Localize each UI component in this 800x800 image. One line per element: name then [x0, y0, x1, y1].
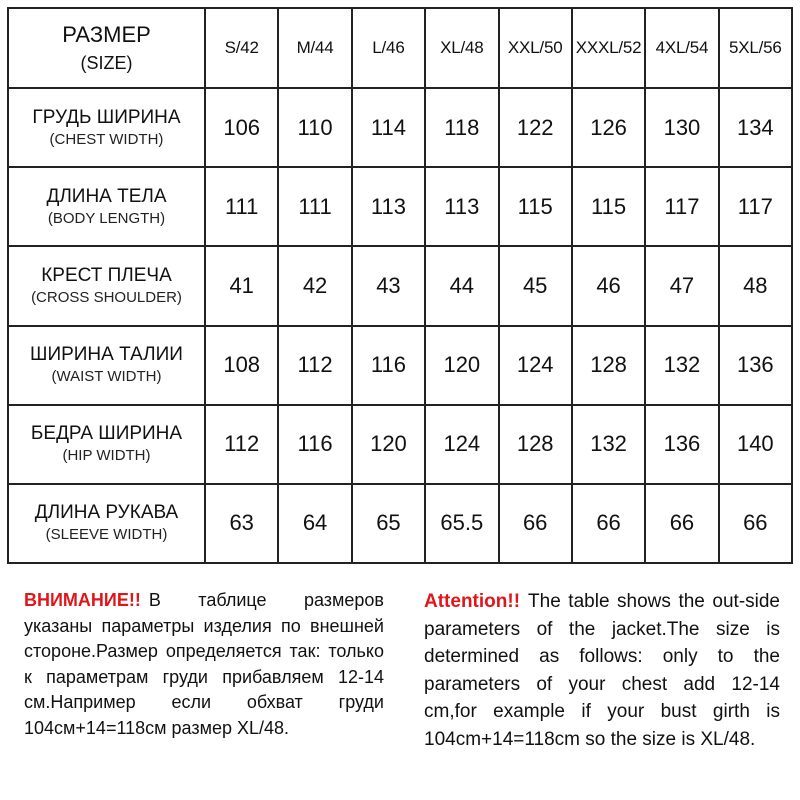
measurement-value: 44 [425, 246, 498, 325]
measurement-value: 66 [572, 484, 645, 563]
size-header: 4XL/54 [645, 8, 718, 88]
note-english [424, 588, 780, 753]
parameter-cell [8, 405, 205, 484]
measurement-row [8, 167, 792, 246]
note-russian-text: В таблице размеров указаны параметры изделия по внешней стороне.Размер определяется так: только к параметрам груди прибавляем 12-14 см.Например если обхват груди 104см+14=118см размер XL/48. [24, 590, 384, 738]
measurement-row [8, 326, 792, 405]
size-label-ru: РАЗМЕР [62, 22, 151, 48]
note-english-title: Attention!! [424, 591, 521, 612]
measurement-value: 114 [352, 88, 425, 167]
size-header: XXXL/52 [572, 8, 645, 88]
measurement-value: 63 [205, 484, 278, 563]
parameter-name-ru: ДЛИНА РУКАВА [34, 502, 179, 524]
parameter-name-ru: БЕДРА ШИРИНА [30, 423, 183, 445]
measurement-value: 66 [719, 484, 792, 563]
measurement-value: 120 [352, 405, 425, 484]
measurement-value: 134 [719, 88, 792, 167]
measurement-value: 115 [499, 167, 572, 246]
size-header: M/44 [278, 8, 351, 88]
measurement-row [8, 88, 792, 167]
parameter-name-ru: ШИРИНА ТАЛИИ [30, 344, 183, 366]
measurement-value: 128 [572, 326, 645, 405]
parameter-cell [8, 88, 205, 167]
measurement-value: 140 [719, 405, 792, 484]
measurement-value: 122 [499, 88, 572, 167]
measurement-value: 116 [278, 405, 351, 484]
measurement-value: 130 [645, 88, 718, 167]
note-english-text: The table shows the out-side parameters of the jacket.The size is determined as follows: only to the parameters of your chest add 12-14 cm,for example if your bust girth is 104cm+14=118cm so the size is XL/48. [424, 591, 780, 750]
parameter-cell [8, 167, 205, 246]
size-header: S/42 [205, 8, 278, 88]
measurement-value: 65.5 [425, 484, 498, 563]
parameter-name-en: (SLEEVE WIDTH) [45, 526, 168, 544]
measurement-value: 126 [572, 88, 645, 167]
measurement-value: 128 [499, 405, 572, 484]
measurement-value: 46 [572, 246, 645, 325]
parameter-name-ru: ДЛИНА ТЕЛА [46, 185, 167, 207]
measurement-row [8, 405, 792, 484]
header-row [8, 8, 792, 88]
note-russian-title: ВНИМАНИЕ!! [24, 590, 141, 610]
measurement-value: 112 [278, 326, 351, 405]
parameter-name-en: (WAIST WIDTH) [51, 368, 162, 386]
measurement-value: 136 [645, 405, 718, 484]
parameter-name-ru: ГРУДЬ ШИРИНА [32, 106, 181, 128]
measurement-value: 48 [719, 246, 792, 325]
measurement-value: 66 [645, 484, 718, 563]
parameter-name-en: (CROSS SHOULDER) [31, 288, 182, 306]
measurement-value: 124 [499, 326, 572, 405]
measurement-value: 43 [352, 246, 425, 325]
measurement-value: 115 [572, 167, 645, 246]
measurement-value: 136 [719, 326, 792, 405]
parameter-name-en: (HIP WIDTH) [62, 447, 151, 465]
size-header: XL/48 [425, 8, 498, 88]
measurement-value: 117 [645, 167, 718, 246]
measurement-value: 41 [205, 246, 278, 325]
parameter-cell [8, 326, 205, 405]
note-russian [24, 588, 384, 741]
measurement-value: 64 [278, 484, 351, 563]
measurement-value: 42 [278, 246, 351, 325]
measurement-value: 110 [278, 88, 351, 167]
measurement-value: 108 [205, 326, 278, 405]
measurement-value: 132 [645, 326, 718, 405]
parameter-name-ru: КРЕСТ ПЛЕЧА [41, 264, 172, 286]
size-chart-table [7, 7, 793, 564]
measurement-value: 47 [645, 246, 718, 325]
measurement-value: 65 [352, 484, 425, 563]
measurement-value: 120 [425, 326, 498, 405]
measurement-value: 116 [352, 326, 425, 405]
measurement-value: 113 [352, 167, 425, 246]
parameter-cell [8, 246, 205, 325]
measurement-value: 45 [499, 246, 572, 325]
measurement-value: 66 [499, 484, 572, 563]
size-label-en: (SIZE) [80, 53, 133, 74]
measurement-value: 118 [425, 88, 498, 167]
measurement-value: 113 [425, 167, 498, 246]
measurement-row [8, 484, 792, 563]
parameter-name-en: (BODY LENGTH) [47, 209, 166, 227]
measurement-value: 106 [205, 88, 278, 167]
measurement-value: 111 [278, 167, 351, 246]
measurement-value: 112 [205, 405, 278, 484]
measurement-value: 124 [425, 405, 498, 484]
size-corner-cell [8, 8, 205, 88]
size-header: XXL/50 [499, 8, 572, 88]
measurement-value: 117 [719, 167, 792, 246]
size-header: L/46 [352, 8, 425, 88]
measurement-value: 132 [572, 405, 645, 484]
measurement-row [8, 246, 792, 325]
parameter-cell [8, 484, 205, 563]
parameter-name-en: (CHEST WIDTH) [49, 130, 164, 148]
measurement-value: 111 [205, 167, 278, 246]
size-header: 5XL/56 [719, 8, 792, 88]
